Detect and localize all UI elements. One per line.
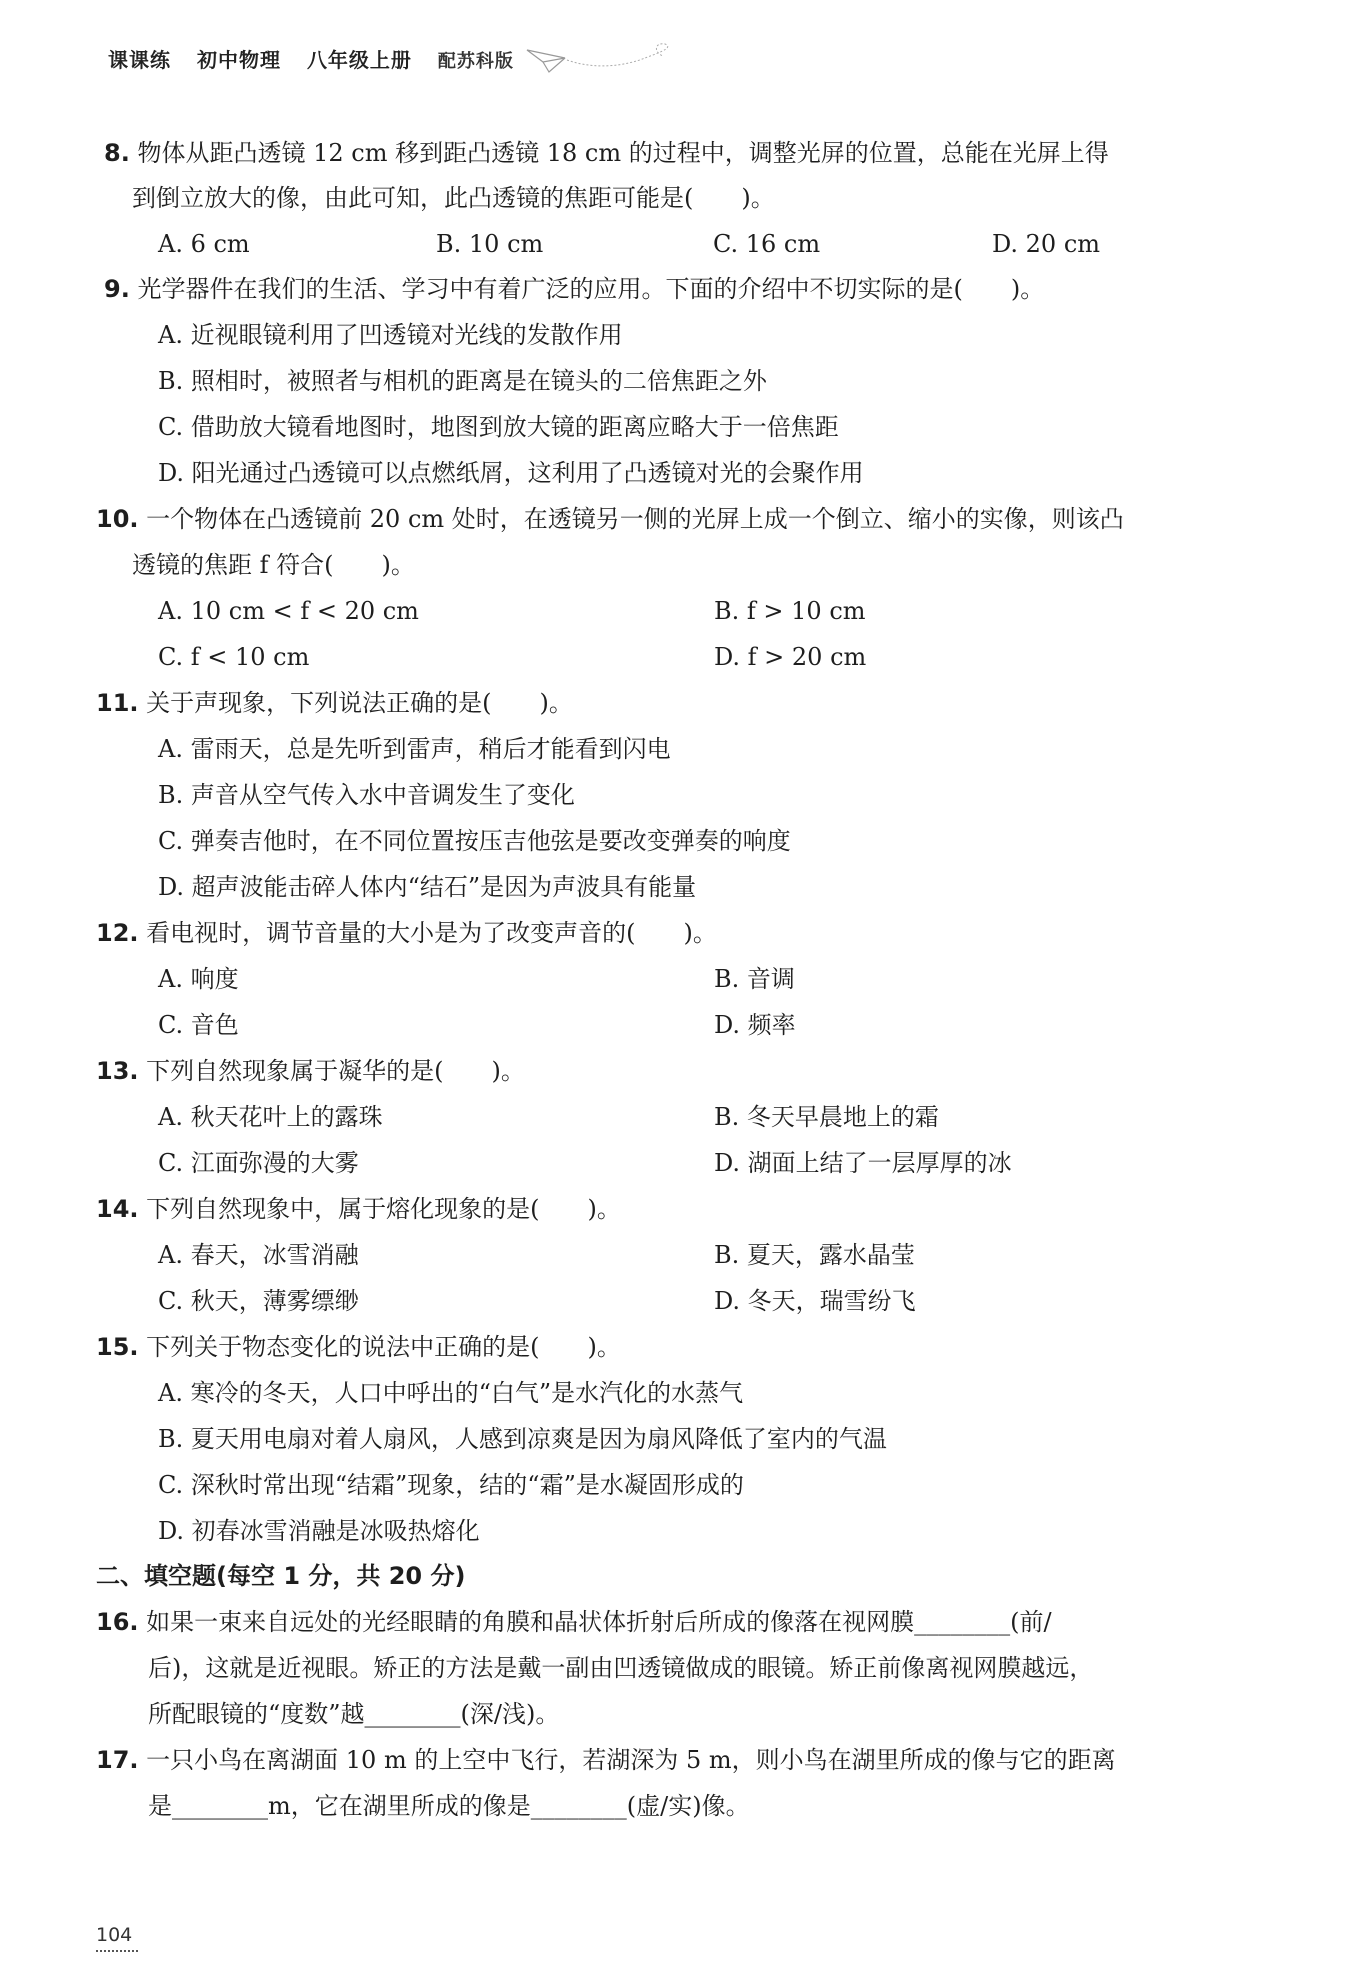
q8-option-c: C. 16 cm <box>713 230 821 258</box>
question-text: 一个物体在凸透镜前 20 cm 处时，在透镜另一侧的光屏上成一个倒立、缩小的实像，则该凸 <box>146 505 1124 533</box>
q12-option-c: C. 音色 <box>158 1011 239 1039</box>
q13-option-a: A. 秋天花叶上的露珠 <box>158 1103 383 1131</box>
q14-option-d: D. 冬天，瑞雪纷飞 <box>714 1287 916 1315</box>
question-number: 15. <box>96 1333 139 1361</box>
q11-option-b: B. 声音从空气传入水中音调发生了变化 <box>158 781 575 809</box>
q11-option-c: C. 弹奏吉他时，在不同位置按压吉他弦是要改变弹奏的响度 <box>158 827 791 855</box>
question-text: 一只小鸟在离湖面 10 m 的上空中飞行，若湖深为 5 m，则小鸟在湖里所成的像与它的距离 <box>146 1746 1116 1774</box>
q9-line1 <box>104 274 1044 304</box>
question-number: 16. <box>96 1608 139 1636</box>
section-title: 二、填空题(每空 1 分，共 20 分) <box>96 1562 466 1590</box>
q15-option-d: D. 初春冰雪消融是冰吸热熔化 <box>158 1517 480 1545</box>
q8-option-b: B. 10 cm <box>436 230 544 258</box>
question-text: 关于声现象，下列说法正确的是( )。 <box>146 689 573 717</box>
page-number: 104 <box>96 1924 133 1946</box>
q8-option-d: D. 20 cm <box>992 230 1101 258</box>
question-number: 10. <box>96 505 139 533</box>
q13-option-b: B. 冬天早晨地上的霜 <box>714 1103 939 1131</box>
page-header <box>108 44 1308 84</box>
question-number: 12. <box>96 919 139 947</box>
q9-option-b: B. 照相时，被照者与相机的距离是在镜头的二倍焦距之外 <box>158 367 767 395</box>
q17-line2: 是________m，它在湖里所成的像是________(虚/实)像。 <box>148 1792 750 1820</box>
question-number: 8. <box>104 139 130 167</box>
q14-line1 <box>96 1194 621 1224</box>
q17-line1 <box>96 1745 1116 1775</box>
header-grade: 八年级上册 <box>306 48 412 72</box>
question-text: 看电视时，调节音量的大小是为了改变声音的( )。 <box>146 919 717 947</box>
q12-line1 <box>96 918 717 948</box>
question-text: 下列自然现象中，属于熔化现象的是( )。 <box>146 1195 621 1223</box>
question-number: 11. <box>96 689 139 717</box>
q10-option-c: C. f < 10 cm <box>158 643 310 671</box>
q15-line1 <box>96 1332 621 1362</box>
question-number: 9. <box>104 275 130 303</box>
q14-option-c: C. 秋天，薄雾缥缈 <box>158 1287 359 1315</box>
q10-option-b: B. f > 10 cm <box>714 597 866 625</box>
question-number: 17. <box>96 1746 139 1774</box>
q8-line1 <box>104 138 1109 168</box>
question-text: 下列自然现象属于凝华的是( )。 <box>146 1057 525 1085</box>
q8-option-a: A. 6 cm <box>158 230 250 258</box>
q11-option-d: D. 超声波能击碎人体内“结石”是因为声波具有能量 <box>158 873 697 901</box>
header-edition: 配苏科版 <box>437 51 514 72</box>
q9-option-a: A. 近视眼镜利用了凹透镜对光线的发散作用 <box>158 321 623 349</box>
q14-option-b: B. 夏天，露水晶莹 <box>714 1241 915 1269</box>
question-number: 13. <box>96 1057 139 1085</box>
q16-line1 <box>96 1607 1052 1637</box>
q10-line1 <box>96 504 1124 534</box>
question-text: 物体从距凸透镜 12 cm 移到距凸透镜 18 cm 的过程中，调整光屏的位置，总能在光屏上得 <box>137 139 1109 167</box>
question-number: 14. <box>96 1195 139 1223</box>
page-number-underline <box>96 1950 138 1952</box>
q12-option-b: B. 音调 <box>714 965 795 993</box>
q10-option-d: D. f > 20 cm <box>714 643 867 671</box>
q13-line1 <box>96 1056 525 1086</box>
q10-option-a: A. 10 cm < f < 20 cm <box>158 597 419 625</box>
q15-option-c: C. 深秋时常出现“结霜”现象，结的“霜”是水凝固形成的 <box>158 1471 744 1499</box>
question-text: 如果一束来自远处的光经眼睛的角膜和晶状体折射后所成的像落在视网膜________(前/ <box>146 1608 1052 1636</box>
q16-line3: 所配眼镜的“度数”越________(深/浅)。 <box>148 1700 560 1728</box>
q15-option-b: B. 夏天用电扇对着人扇风，人感到凉爽是因为扇风降低了室内的气温 <box>158 1425 887 1453</box>
q8-line2: 到倒立放大的像，由此可知，此凸透镜的焦距可能是( )。 <box>132 184 775 212</box>
q16-line2: 后)，这就是近视眼。矫正的方法是戴一副由凹透镜做成的眼镜。矫正前像离视网膜越远， <box>148 1654 1094 1682</box>
q11-line1 <box>96 688 573 718</box>
header-book: 课课练 <box>108 48 171 72</box>
q9-option-c: C. 借助放大镜看地图时，地图到放大镜的距离应略大于一倍焦距 <box>158 413 839 441</box>
q9-option-d: D. 阳光通过凸透镜可以点燃纸屑，这利用了凸透镜对光的会聚作用 <box>158 459 864 487</box>
q10-line2: 透镜的焦距 f 符合( )。 <box>132 551 415 579</box>
q12-option-a: A. 响度 <box>158 965 239 993</box>
question-text: 光学器件在我们的生活、学习中有着广泛的应用。下面的介绍中不切实际的是( )。 <box>137 275 1045 303</box>
q12-option-d: D. 频率 <box>714 1011 796 1039</box>
paper-plane-icon <box>525 40 685 80</box>
q11-option-a: A. 雷雨天，总是先听到雷声，稍后才能看到闪电 <box>158 735 671 763</box>
q14-option-a: A. 春天，冰雪消融 <box>158 1241 359 1269</box>
question-text: 下列关于物态变化的说法中正确的是( )。 <box>146 1333 621 1361</box>
q13-option-d: D. 湖面上结了一层厚厚的冰 <box>714 1149 1012 1177</box>
header-subject: 初中物理 <box>196 48 281 72</box>
q13-option-c: C. 江面弥漫的大雾 <box>158 1149 359 1177</box>
q15-option-a: A. 寒冷的冬天，人口中呼出的“白气”是水汽化的水蒸气 <box>158 1379 744 1407</box>
header-title <box>108 44 1308 73</box>
